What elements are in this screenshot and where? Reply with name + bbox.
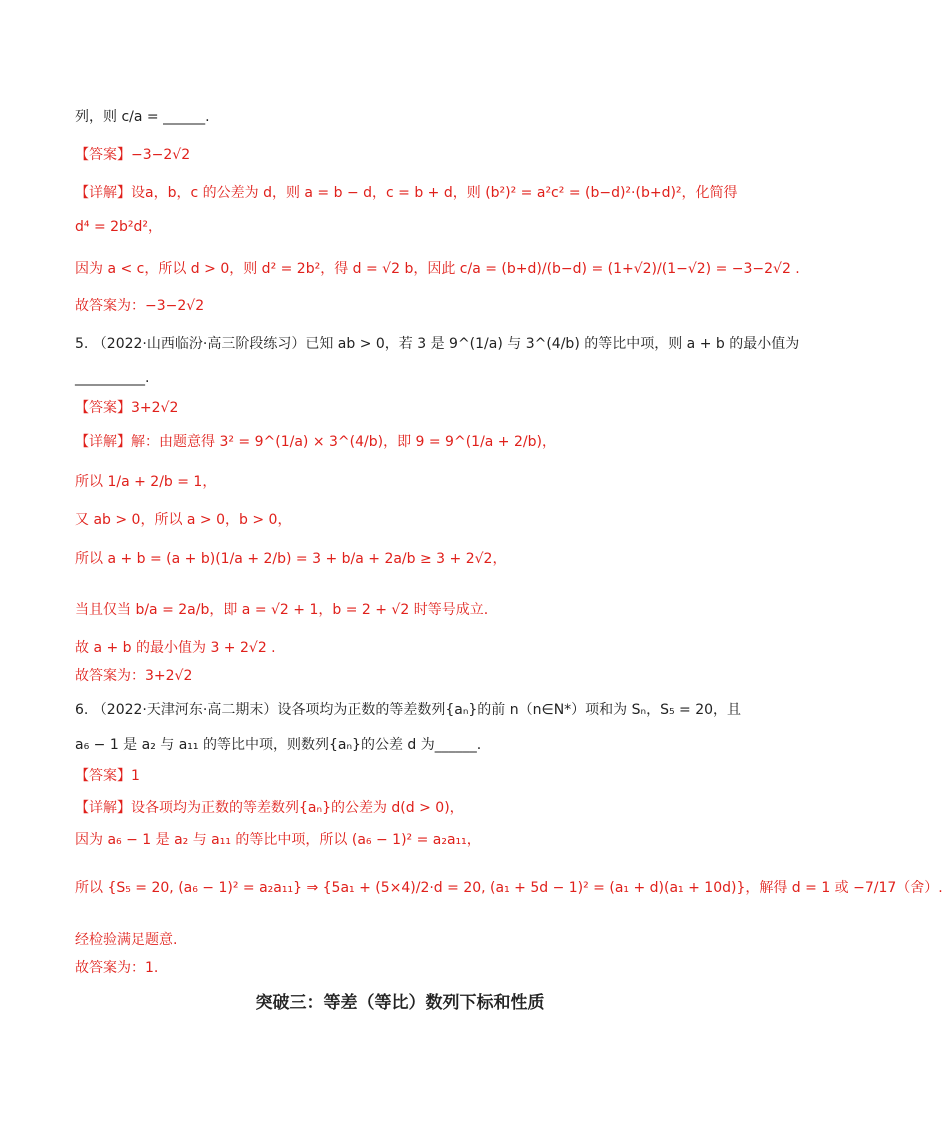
- q4-detail-2: d⁴ = 2b²d²，: [75, 219, 163, 235]
- q5-final: 故答案为：3+2√2: [75, 668, 193, 684]
- q6-stem-1: 6. （2022·天津河东·高二期末）设各项均为正数的等差数列{aₙ}的前 n（n∈N*）项和为 Sₙ，S₅ = 20，且: [75, 702, 742, 718]
- q4-final: 故答案为：−3−2√2: [75, 298, 205, 314]
- q6-detail-4: 经检验满足题意.: [75, 932, 178, 948]
- q4-tail: 列，则 c/a = ______.: [75, 109, 210, 125]
- q5-detail-6: 故 a + b 的最小值为 3 + 2√2 .: [75, 640, 276, 656]
- q5-stem-1: 5. （2022·山西临汾·高三阶段练习）已知 ab > 0，若 3 是 9^(1/a) 与 3^(4/b) 的等比中项，则 a + b 的最小值为: [75, 336, 800, 352]
- q6-final: 故答案为：1.: [75, 960, 159, 976]
- q6-detail-3: 所以 {S₅ = 20, (a₆ − 1)² = a₂a₁₁} ⇒ {5a₁ + (5×4)/2·d = 20, (a₁ + 5d − 1)² = (a₁ + d)(a₁ + 10d)}，解得 d = 1 或 −7/17（舍）.: [75, 880, 943, 896]
- q6-detail-2: 因为 a₆ − 1 是 a₂ 与 a₁₁ 的等比中项，所以 (a₆ − 1)² = a₂a₁₁，: [75, 832, 481, 848]
- q4-detail-1: 【详解】设a，b，c 的公差为 d，则 a = b − d，c = b + d，则 (b²)² = a²c² = (b−d)²·(b+d)²，化简得: [75, 185, 738, 201]
- q5-detail-4: 所以 a + b = (a + b)(1/a + 2/b) = 3 + b/a + 2a/b ≥ 3 + 2√2，: [75, 551, 507, 567]
- q6-answer: 【答案】1: [75, 768, 140, 784]
- q5-detail-2: 所以 1/a + 2/b = 1，: [75, 474, 217, 490]
- q5-answer: 【答案】3+2√2: [75, 400, 179, 416]
- q5-detail-5: 当且仅当 b/a = 2a/b，即 a = √2 + 1，b = 2 + √2 时等号成立.: [75, 602, 489, 618]
- q5-detail-1: 【详解】解：由题意得 3² = 9^(1/a) × 3^(4/b)，即 9 = 9^(1/a + 2/b)，: [75, 434, 556, 450]
- q6-stem-2: a₆ − 1 是 a₂ 与 a₁₁ 的等比中项，则数列{aₙ}的公差 d 为______.: [75, 737, 482, 753]
- q4-answer: 【答案】−3−2√2: [75, 147, 191, 163]
- q4-detail-3: 因为 a < c，所以 d > 0，则 d² = 2b²，得 d = √2 b，因此 c/a = (b+d)/(b−d) = (1+√2)/(1−√2) = −3−2√2 .: [75, 261, 800, 277]
- q5-detail-3: 又 ab > 0，所以 a > 0，b > 0，: [75, 512, 292, 528]
- section-heading: 突破三：等差（等比）数列下标和性质: [255, 993, 545, 1013]
- q6-detail-1: 【详解】设各项均为正数的等差数列{aₙ}的公差为 d(d > 0)，: [75, 800, 464, 816]
- q5-stem-2: __________.: [75, 370, 150, 386]
